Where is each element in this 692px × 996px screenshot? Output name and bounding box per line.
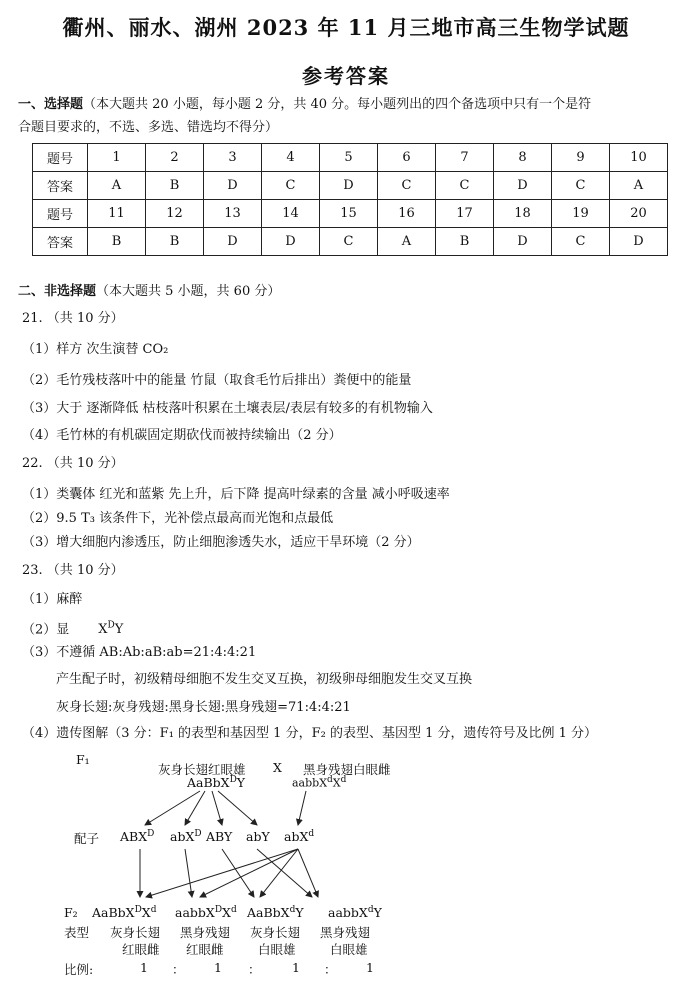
offspring-phenotype-1: 灰身长翅 (110, 925, 161, 940)
ratio-value-4: 1 (366, 960, 374, 975)
q21-line-4: （4）毛竹林的有机碳固定期砍伐而被持续输出（2 分） (22, 428, 342, 443)
table-cell: A (88, 172, 146, 200)
diagram-ratio-label: 比例: (64, 962, 94, 977)
q23-line-5: 灰身长翅:灰身残翅:黑身长翅:黑身残翅=71:4:4:21 (56, 700, 351, 715)
q23-heading: 23. （共 10 分） (22, 563, 124, 578)
geno-end: Y (236, 775, 246, 791)
gamete-text: ABY (206, 829, 233, 845)
table-cell: C (552, 172, 610, 200)
gamete-text: abX (170, 829, 195, 845)
geno-base: AaBbX (92, 905, 135, 921)
table-cell: 13 (204, 200, 262, 228)
table-cell: 4 (262, 144, 320, 172)
q21-line-1: （1）样方 次生演替 CO₂ (22, 342, 169, 357)
table-cell: 18 (494, 200, 552, 228)
q22-heading: 22. （共 10 分） (22, 456, 124, 471)
diagram-cross-symbol: X (273, 760, 282, 775)
offspring-genotype-4 (328, 905, 382, 920)
table-cell: 题号 (33, 200, 88, 228)
gamete-sup: d (308, 829, 315, 839)
table-cell: B (436, 228, 494, 256)
table-cell: 5 (320, 144, 378, 172)
ratio-separator: ： (172, 962, 185, 977)
table-cell: 3 (204, 144, 262, 172)
geno-mid: X (222, 905, 231, 921)
geno-base: aabbX (175, 905, 215, 921)
ratio-value-1: 1 (140, 960, 148, 975)
gamete-text: abX (284, 829, 309, 845)
ratio-separator: ： (324, 962, 337, 977)
table-cell: C (320, 228, 378, 256)
gamete-text: ABX (120, 829, 148, 845)
q21-line-2: （2）毛竹残枝落叶中的能量 竹鼠（取食毛竹后排出）粪便中的能量 (22, 373, 412, 388)
diagram-phenotype-label: 表型 (64, 925, 90, 940)
table-cell: 20 (610, 200, 668, 228)
section2-heading: 二、非选择题 (18, 284, 97, 299)
table-cell: 9 (552, 144, 610, 172)
offspring-genotype-3 (247, 905, 304, 920)
table-cell: 16 (378, 200, 436, 228)
diagram-f2-label: F₂ (64, 905, 78, 920)
table-cell: 19 (552, 200, 610, 228)
geno-mid: Y (295, 905, 304, 921)
table-cell: 17 (436, 200, 494, 228)
ratio-separator: ： (248, 962, 261, 977)
q22-line-2: （2）9.5 T₃ 该条件下，光补偿点最高而光饱和点最低 (22, 511, 334, 526)
table-cell: 15 (320, 200, 378, 228)
table-cell: C (262, 172, 320, 200)
geno-sup: D (134, 905, 142, 915)
table-cell: 6 (378, 144, 436, 172)
gamete-text: abY (246, 829, 270, 845)
geno-sup: D (214, 905, 223, 915)
q21-heading: 21. （共 10 分） (22, 311, 124, 326)
table-cell: D (204, 228, 262, 256)
q23-line-6: （4）遗传图解（3 分：F₁ 的表型和基因型 1 分，F₂ 的表型、基因型 1 分，遗传符号及比例 1 分） (22, 726, 598, 741)
offspring-phenotype-3: 灰身长翅 (250, 925, 301, 940)
diagram-gamete-3 (206, 829, 232, 844)
arrow-to-gamete-2 (185, 791, 205, 825)
arrow-to-gamete-3 (212, 791, 222, 825)
geno-base: AaBbX (247, 905, 290, 921)
table-cell: C (378, 172, 436, 200)
table-cell: 11 (88, 200, 146, 228)
geno-base: aabbX (292, 776, 328, 790)
diagram-f1-label: F₁ (76, 752, 90, 767)
section2-desc: （本大题共 5 小题，共 60 分） (96, 284, 281, 299)
geno-sup: d (150, 905, 157, 915)
table-cell: D (494, 228, 552, 256)
q23-line-4: 产生配子时，初级精母细胞不发生交叉互换，初级卵母细胞发生交叉互换 (56, 672, 473, 687)
offspring-eye-3: 白眼雄 (258, 942, 296, 957)
genotype-sup: D (107, 621, 115, 631)
q23-line-2-answer: （2）显 (22, 622, 70, 638)
page-subtitle: 参考答案 (302, 64, 390, 88)
arrow-to-gamete-1 (145, 791, 200, 825)
offspring-eye-2: 红眼雌 (186, 942, 224, 957)
section1-desc-line2: 合题目要求的，不选、多选、错选均不得分） (18, 120, 279, 135)
q21-line-3: （3）大于 逐渐降低 枯枝落叶积累在土壤表层/表层有较多的有机物输入 (22, 401, 433, 416)
table-cell: 12 (146, 200, 204, 228)
offspring-phenotype-4: 黑身残翅 (320, 925, 371, 940)
table-cell: C (436, 172, 494, 200)
table-cell: B (146, 228, 204, 256)
table-cell: D (262, 228, 320, 256)
diagram-female-phenotype: 黑身残翅白眼雌 (303, 762, 391, 777)
geno-mid: Y (373, 905, 382, 921)
q22-line-3: （3）增大细胞内渗透压，防止细胞渗透失水，适应干旱环境（2 分） (22, 535, 420, 550)
arrow-to-gamete-4 (218, 791, 257, 825)
geno-sup: d (327, 775, 333, 785)
table-cell: 2 (146, 144, 204, 172)
table-cell: D (610, 228, 668, 256)
diagram-gamete-4 (246, 829, 270, 844)
table-cell: 10 (610, 144, 668, 172)
arrow-to-offspring-4b (298, 849, 318, 897)
gamete-sup: D (147, 829, 155, 839)
offspring-genotype-2 (175, 905, 237, 920)
table-cell: D (320, 172, 378, 200)
table-cell: A (378, 228, 436, 256)
diagram-gamete-1 (120, 829, 154, 844)
geno-base: aabbX (328, 905, 368, 921)
table-cell: 1 (88, 144, 146, 172)
q23-line-1: （1）麻醉 (22, 592, 83, 607)
section1-heading: 一、选择题 (18, 97, 84, 112)
table-cell: C (552, 228, 610, 256)
geno-sup: d (230, 905, 237, 915)
q23-line-3: （3）不遵循 AB:Ab:aB:ab=21:4:4:21 (22, 645, 257, 660)
table-cell: 14 (262, 200, 320, 228)
table-cell: 答案 (33, 228, 88, 256)
table-cell: 7 (436, 144, 494, 172)
ratio-value-2: 1 (214, 960, 222, 975)
table-cell: D (204, 172, 262, 200)
diagram-gamete-2 (170, 829, 202, 844)
section1-desc-line1: （本大题共 20 小题，每小题 2 分，共 40 分。每小题列出的四个备选项中只有一个是符 (83, 97, 592, 112)
arrow-to-offspring-1b (146, 849, 298, 897)
geno-sup: d (367, 905, 374, 915)
diagram-male-phenotype: 灰身长翅红眼雄 (158, 762, 246, 777)
table-cell: B (146, 172, 204, 200)
offspring-eye-1: 红眼雌 (122, 942, 160, 957)
arrow-to-gamete-5 (298, 791, 306, 825)
geno-sup: d (289, 905, 296, 915)
table-cell: 题号 (33, 144, 88, 172)
page-title: 衢州、丽水、湖州 2023 年 11 月三地市高三生物学试题 (62, 15, 630, 40)
geno-sup: D (229, 775, 237, 785)
diagram-gamete-5 (284, 829, 314, 844)
q22-line-1: （1）类囊体 红光和蓝紫 先上升，后下降 提高叶绿素的含量 减小呼吸速率 (22, 487, 450, 502)
table-cell: 答案 (33, 172, 88, 200)
arrow-to-offspring-2 (185, 849, 192, 897)
ratio-value-3: 1 (292, 960, 300, 975)
offspring-genotype-1 (92, 905, 156, 920)
geno-sup: d (340, 775, 347, 785)
table-cell: A (610, 172, 668, 200)
geno-mid: X (141, 905, 151, 921)
geno-base: AaBbX (187, 775, 230, 791)
genotype-base: X (98, 622, 108, 638)
genotype-end: Y (114, 622, 124, 638)
offspring-phenotype-2: 黑身残翅 (180, 925, 231, 940)
table-cell: B (88, 228, 146, 256)
offspring-eye-4: 白眼雄 (330, 942, 368, 957)
diagram-gamete-label: 配子 (74, 831, 100, 846)
geno-mid: X (332, 776, 341, 790)
table-cell: 8 (494, 144, 552, 172)
table-cell: D (494, 172, 552, 200)
gamete-sup: D (194, 829, 202, 839)
